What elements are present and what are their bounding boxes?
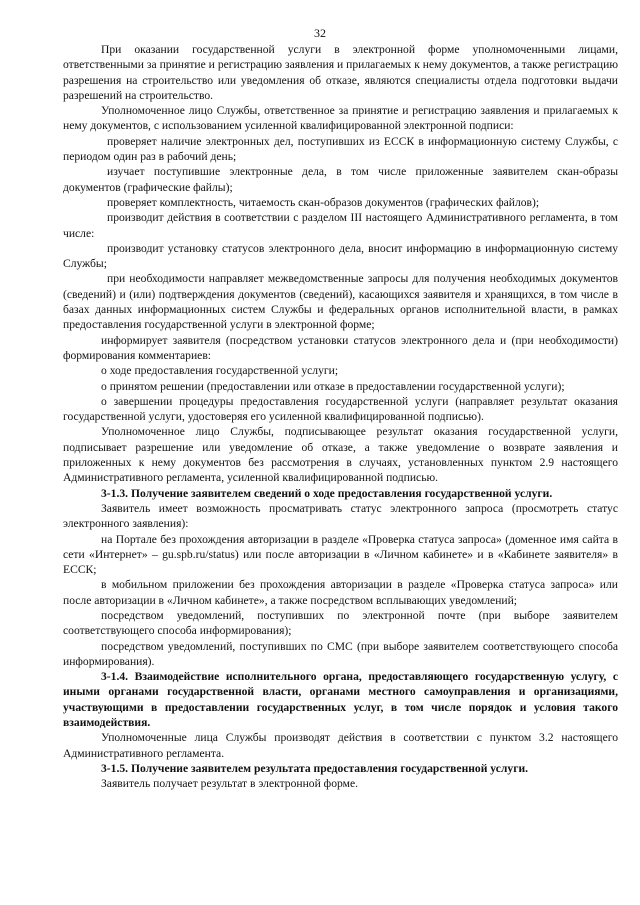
document-body (63, 42, 618, 792)
paragraph-portal: на Портале без прохождения авторизации в разделе «Проверка статуса запроса» (доменное имя сайта в сети «Интернет» – gu.spb.ru/status) или после авторизации в «Личном кабинете» и в «Кабинете заявителя» в ЕССК; (63, 532, 618, 577)
paragraph-status-view: Заявитель имеет возможность просматривать статус электронного запроса (просмотреть статус электронного заявления): (63, 501, 618, 531)
paragraph-decision: о принятом решении (предоставлении или отказе в предоставлении государственной услуги); (101, 379, 565, 393)
paragraph-studies-cases: изучает поступившие электронные дела, в том числе приложенные заявителем скан-образы документов (графические файлы); (63, 165, 618, 194)
paragraph-specialists: При оказании государственной услуги в электронной форме уполномоченными лицами, ответственными за принятие и регистрацию заявления и прилагаемых к нему документов, а также регистрацию разрешения на строительство или уведомления об отказе, являются специалисты отдела подготовки выдачи разрешений на строительство. (63, 43, 618, 102)
paragraph-signing-person: Уполномоченное лицо Службы, подписывающее результат оказания государственной услуги, подписывает разрешение или уведомление об отказе, а также уведомление о возврате заявления и приложенных к нему документов без рассмотрения в случаях, установленных пунктом 2.9 настоящего Административного регламента, усиленной квалифицированной подписью. (63, 425, 618, 485)
paragraph-mobile-app: в мобильном приложении без прохождения авторизации в разделе «Проверка статуса запроса» или после авторизации в «Личном кабинете», а также посредством всплывающих уведомлений; (63, 578, 618, 607)
paragraph-checks-electronic-cases: проверяет наличие электронных дел, поступивших из ЕССК в информационную систему Службы, с периодом один раз в рабочий день; (63, 134, 618, 164)
paragraph-interagency-requests: при необходимости направляет межведомственные запросы для получения необходимых документов (сведений) и (или) подтверждения документов (сведений), касающихся заявителя и хранящихся, в том числе в базах данных информационных систем Службы и федеральных органов исполнительной власти, в рамках предоставления государственной услуги в электронной форме; (63, 272, 618, 332)
paragraph-email: посредством уведомлений, поступивших по электронной почте (при выборе заявителем соответствующего способа информирования); (63, 608, 618, 638)
paragraph-informs-applicant: информирует заявителя (посредством установки статусов электронного дела и (при необходимости) формирования комментариев: (63, 333, 618, 362)
paragraph-checks-completeness: проверяет комплектность, читаемость скан-образов документов (графических файлов); (107, 195, 540, 209)
paragraph-performs-actions: производит действия в соответствии с разделом III настоящего Административного регламента, в том числе: (63, 211, 618, 240)
section-heading-3-1-5: 3-1.5. Получение заявителем результата предоставления государственной услуги. (101, 761, 529, 775)
paragraph-progress: о ходе предоставления государственной услуги; (101, 364, 339, 378)
paragraph-result: Заявитель получает результат в электронной форме. (101, 777, 358, 791)
paragraph-completion: о завершении процедуры предоставления государственной услуги (направляет результат оказания государственной услуги, удостоверяя его усиленной квалифицированной подписью). (63, 394, 618, 424)
paragraph-sms: посредством уведомлений, поступивших по СМС (при выборе заявителем соответствующего способа информирования). (63, 639, 618, 668)
paragraph-authorized-person: Уполномоченное лицо Службы, ответственное за принятие и регистрацию заявления и прилагаемых к нему документов, с использованием усиленной квалифицированной электронной подписи: (63, 104, 618, 133)
paragraph-sets-statuses: производит установку статусов электронного дела, вносит информацию в информационную систему Службы; (63, 241, 618, 271)
section-heading-3-1-3: 3-1.3. Получение заявителем сведений о ходе предоставления государственной услуги. (101, 486, 553, 500)
section-heading-3-1-4: 3-1.4. Взаимодействие исполнительного органа, предоставляющего государственную услугу, с иными органами государственной власти, органами местного самоуправления и организациями, участвующими в предоставлении государственных услуг, в том числе порядок и условия такого взаимодействия. (63, 670, 618, 730)
paragraph-actions-3-2: Уполномоченные лица Службы производят действия в соответствии с пунктом 3.2 настоящего Административного регламента. (63, 731, 618, 760)
page-number: 32 (314, 26, 326, 40)
